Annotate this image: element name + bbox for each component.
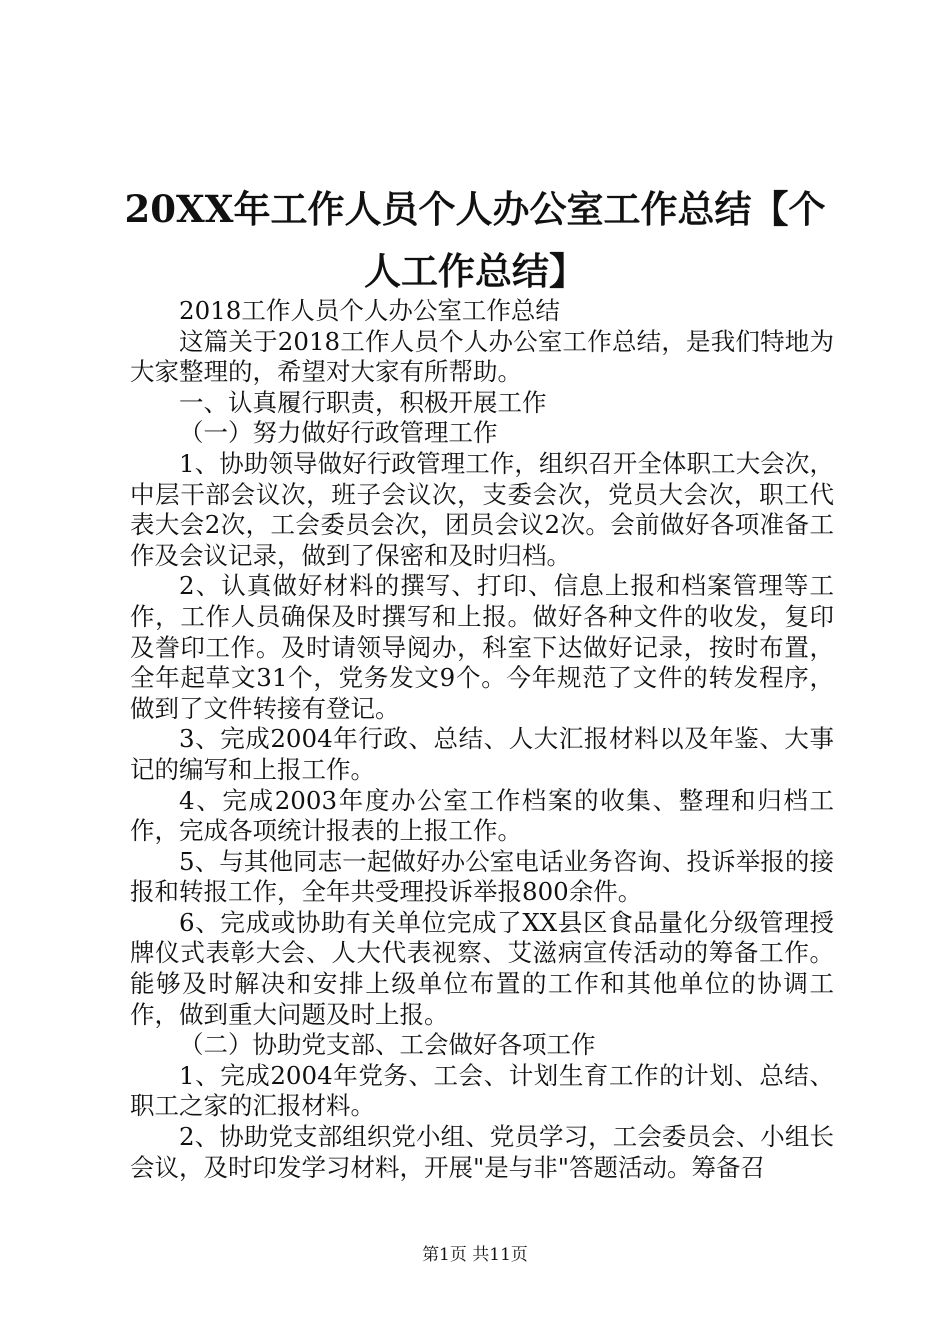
section-heading: 一、认真履行职责，积极开展工作 bbox=[179, 387, 547, 417]
page-number-footer: 第1页 共11页 bbox=[422, 1245, 528, 1265]
paragraph: 5、与其他同志一起做好办公室电话业务咨询、投诉举报的接报和转报工作，全年共受理投诉举报800余件。 bbox=[130, 846, 834, 907]
subsection-heading: （一）努力做好行政管理工作 bbox=[179, 418, 498, 448]
paragraph: 2、认真做好材料的撰写、打印、信息上报和档案管理等工作，工作人员确保及时撰写和上报。做好各种文件的收发，复印及誊印工作。及时请领导阅办，科室下达做好记录，按时布置，全年起草文31个，党务发文9个。今年规范了文件的转发程序，做到了文件转接有登记。 bbox=[130, 571, 834, 723]
document-title: 20XX年工作人员个人办公室工作总结【个人工作总结】 bbox=[124, 187, 826, 293]
paragraph: 2、协助党支部组织党小组、党员学习，工会委员会、小组长会议，及时印发学习材料，开展"是与非"答题活动。筹备召 bbox=[130, 1122, 834, 1182]
paragraph: 4、完成2003年度办公室工作档案的收集、整理和归档工作，完成各项统计报表的上报工作。 bbox=[130, 785, 834, 846]
paragraph: 1、完成2004年党务、工会、计划生育工作的计划、总结、职工之家的汇报材料。 bbox=[130, 1060, 834, 1121]
document-body bbox=[130, 296, 834, 1183]
paragraph: 这篇关于2018工作人员个人办公室工作总结，是我们特地为大家整理的，希望对大家有所帮助。 bbox=[130, 326, 834, 387]
paragraph: 2018工作人员个人办公室工作总结 bbox=[179, 296, 560, 325]
paragraph: 6、完成或协助有关单位完成了XX县区食品量化分级管理授牌仪式表彰大会、人大代表视察、艾滋病宣传活动的筹备工作。能够及时解决和安排上级单位布置的工作和其他单位的协调工作，做到重大问题及时上报。 bbox=[130, 907, 834, 1029]
subsection-heading: （二）协助党支部、工会做好各项工作 bbox=[179, 1030, 596, 1060]
paragraph: 1、协助领导做好行政管理工作，组织召开全体职工大会次，中层干部会议次，班子会议次，支委会次，党员大会次，职工代表大会2次，工会委员会次，团员会议2次。会前做好各项准备工作及会议记录，做到了保密和及时归档。 bbox=[130, 448, 834, 570]
paragraph: 3、完成2004年行政、总结、人大汇报材料以及年鉴、大事记的编写和上报工作。 bbox=[130, 724, 834, 784]
